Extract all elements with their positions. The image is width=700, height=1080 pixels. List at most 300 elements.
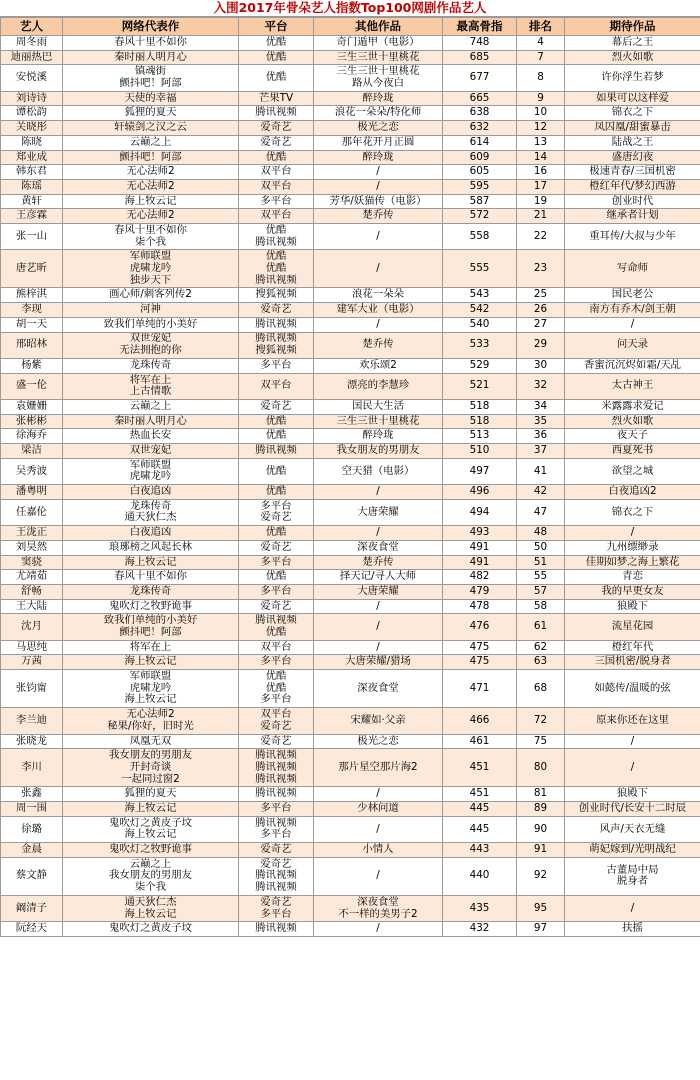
platform-cell-line: 多平台 <box>260 584 292 597</box>
platform-cell-line: 腾讯视频 <box>255 922 297 935</box>
web-works-cell-line: 军师联盟 <box>129 670 172 683</box>
rank-cell: 23 <box>517 250 565 288</box>
rank-cell: 27 <box>517 317 565 332</box>
header-web-works: 网络代表作 <box>63 18 239 36</box>
other-works-cell-line: 漂亮的李慧珍 <box>346 379 410 392</box>
web-works-cell <box>63 444 239 459</box>
expected-works-cell-line: 西夏死书 <box>611 444 654 457</box>
expected-works-cell <box>565 749 700 787</box>
other-works-cell <box>314 614 443 640</box>
web-works-cell <box>63 555 239 570</box>
table-row <box>1 485 700 500</box>
rank-cell: 16 <box>517 165 565 180</box>
artist-table <box>0 17 700 937</box>
web-works-cell <box>63 895 239 921</box>
platform-cell <box>239 223 314 249</box>
table-row <box>1 816 700 842</box>
other-works-cell-line: / <box>376 485 380 498</box>
platform-cell <box>239 640 314 655</box>
rank-cell: 10 <box>517 106 565 121</box>
table-row <box>1 895 700 921</box>
table-row <box>1 444 700 459</box>
rank-cell: 55 <box>517 570 565 585</box>
rank-cell: 81 <box>517 787 565 802</box>
web-works-cell-line: 致我们单纯的小美好 <box>103 317 198 330</box>
other-works-cell <box>314 670 443 708</box>
artist-cell: 谭松韵 <box>1 106 63 121</box>
web-works-cell <box>63 106 239 121</box>
expected-works-cell <box>565 50 700 65</box>
other-works-cell-line: 择天记/寻人大师 <box>339 570 417 583</box>
other-works-cell-line: 奇门遁甲（电影） <box>336 35 420 48</box>
web-works-cell-line: 上古情歌 <box>129 385 172 398</box>
other-works-cell <box>314 570 443 585</box>
expected-works-cell-line: 狼殿下 <box>616 787 649 800</box>
web-works-cell-line: 海上牧云记 <box>124 194 177 207</box>
other-works-cell-line: 路从今夜白 <box>352 77 404 90</box>
max-score-cell: 513 <box>443 429 517 444</box>
max-score-cell: 451 <box>443 749 517 787</box>
artist-cell: 王彦霖 <box>1 209 63 224</box>
platform-cell <box>239 614 314 640</box>
max-score-cell: 443 <box>443 843 517 858</box>
expected-works-cell-line: 写命师 <box>616 262 649 275</box>
platform-cell <box>239 655 314 670</box>
max-score-cell: 542 <box>443 303 517 318</box>
table-row <box>1 614 700 640</box>
artist-cell: 沈月 <box>1 614 63 640</box>
table-row <box>1 373 700 399</box>
expected-works-cell <box>565 36 700 51</box>
platform-cell-line: 爱奇艺 <box>260 857 292 870</box>
max-score-cell: 478 <box>443 599 517 614</box>
platform-cell <box>239 65 314 91</box>
other-works-cell-line: 楚乔传 <box>362 209 394 222</box>
other-works-cell-line: / <box>376 922 380 935</box>
table-row <box>1 555 700 570</box>
table-row <box>1 50 700 65</box>
expected-works-cell-line: 佳期如梦之海上繁花 <box>585 555 680 568</box>
header-rank: 排名 <box>517 18 565 36</box>
platform-cell-line: 多平台 <box>260 693 292 706</box>
platform-cell-line: 双平台 <box>260 165 292 178</box>
web-works-cell <box>63 485 239 500</box>
other-works-cell <box>314 458 443 484</box>
web-works-cell-line: 军师联盟 <box>129 250 172 263</box>
table-row <box>1 802 700 817</box>
platform-cell <box>239 708 314 734</box>
table-row <box>1 734 700 749</box>
platform-cell <box>239 414 314 429</box>
table-row <box>1 857 700 895</box>
platform-cell-line: 腾讯视频 <box>255 749 297 762</box>
max-score-cell: 482 <box>443 570 517 585</box>
platform-cell <box>239 895 314 921</box>
platform-cell <box>239 121 314 136</box>
platform-cell <box>239 194 314 209</box>
web-works-cell-line: 海上牧云记 <box>124 693 177 706</box>
other-works-cell-line: / <box>376 317 380 330</box>
platform-cell-line: 爱奇艺 <box>260 399 292 412</box>
max-score-cell: 491 <box>443 555 517 570</box>
web-works-cell <box>63 65 239 91</box>
max-score-cell: 748 <box>443 36 517 51</box>
web-works-cell-line: 鬼吹灯之黄皮子坟 <box>108 922 193 935</box>
platform-cell-line: 双平台 <box>260 179 292 192</box>
platform-cell-line: 优酷 <box>265 262 287 275</box>
rank-cell: 50 <box>517 540 565 555</box>
platform-cell-line: 优酷 <box>265 464 287 477</box>
expected-works-cell-line: 九州缥缈录 <box>606 540 659 553</box>
expected-works-cell <box>565 787 700 802</box>
platform-cell-line: 优酷 <box>265 670 287 683</box>
other-works-cell <box>314 485 443 500</box>
expected-works-cell-line: / <box>630 901 635 914</box>
table-row <box>1 209 700 224</box>
table-row <box>1 655 700 670</box>
web-works-cell <box>63 414 239 429</box>
web-works-cell <box>63 670 239 708</box>
web-works-cell-line: 云巅之上 <box>129 135 172 148</box>
other-works-cell <box>314 749 443 787</box>
rank-cell: 34 <box>517 399 565 414</box>
web-works-cell <box>63 250 239 288</box>
other-works-cell-line: 建军大业（电影） <box>336 303 420 316</box>
expected-works-cell-line: 国民老公 <box>611 288 654 301</box>
platform-cell-line: 爱奇艺 <box>260 540 292 553</box>
expected-works-cell-line: 香蜜沉沉烬如霜/天乩 <box>583 358 681 371</box>
expected-works-cell-line: 夜天子 <box>616 429 649 442</box>
max-score-cell: 632 <box>443 121 517 136</box>
header-other-works: 其他作品 <box>314 18 443 36</box>
web-works-cell <box>63 570 239 585</box>
expected-works-cell-line: 重耳传/大叔与少年 <box>589 229 676 242</box>
expected-works-cell <box>565 458 700 484</box>
table-row <box>1 150 700 165</box>
platform-cell <box>239 150 314 165</box>
max-score-cell: 493 <box>443 526 517 541</box>
expected-works-cell-line: 我的早更女友 <box>601 584 664 597</box>
other-works-cell-line: / <box>376 640 380 653</box>
platform-cell <box>239 570 314 585</box>
platform-cell-line: 爱奇艺 <box>260 895 292 908</box>
other-works-cell <box>314 843 443 858</box>
web-works-cell-line: 秦时丽人明月心 <box>114 414 187 427</box>
expected-works-cell <box>565 584 700 599</box>
platform-cell-line: 多平台 <box>260 555 292 568</box>
platform-cell <box>239 458 314 484</box>
web-works-cell <box>63 802 239 817</box>
platform-cell-line: 腾讯视频 <box>255 787 297 800</box>
other-works-cell <box>314 179 443 194</box>
artist-cell: 韩东君 <box>1 165 63 180</box>
expected-works-cell-line: 继承者计划 <box>606 209 659 222</box>
artist-cell: 张晓龙 <box>1 734 63 749</box>
rank-cell: 22 <box>517 223 565 249</box>
max-score-cell: 471 <box>443 670 517 708</box>
platform-cell <box>239 526 314 541</box>
max-score-cell: 677 <box>443 65 517 91</box>
platform-cell <box>239 179 314 194</box>
expected-works-cell <box>565 895 700 921</box>
max-score-cell: 518 <box>443 399 517 414</box>
expected-works-cell-line: 陆战之王 <box>611 135 654 148</box>
expected-works-cell-line: 脱身者 <box>616 875 649 888</box>
platform-cell <box>239 288 314 303</box>
header-artist: 艺人 <box>1 18 63 36</box>
platform-cell <box>239 485 314 500</box>
platform-cell-line: 双平台 <box>260 209 292 222</box>
artist-cell: 金晨 <box>1 843 63 858</box>
platform-cell <box>239 317 314 332</box>
other-works-cell-line: 宋耀如·父亲 <box>350 714 406 727</box>
artist-cell: 盛一伦 <box>1 373 63 399</box>
rank-cell: 47 <box>517 499 565 525</box>
other-works-cell <box>314 640 443 655</box>
table-row <box>1 458 700 484</box>
web-works-cell <box>63 734 239 749</box>
rank-cell: 95 <box>517 895 565 921</box>
other-works-cell <box>314 135 443 150</box>
expected-works-cell-line: 流星花园 <box>611 620 654 633</box>
rank-cell: 75 <box>517 734 565 749</box>
other-works-cell <box>314 655 443 670</box>
platform-cell-line: 优酷 <box>265 570 287 583</box>
platform-cell-line: 腾讯视频 <box>255 816 297 829</box>
max-score-cell: 558 <box>443 223 517 249</box>
expected-works-cell-line: 凤囚凰/甜蜜暴击 <box>594 121 671 134</box>
expected-works-cell-line: 创业时代 <box>611 194 654 207</box>
web-works-cell-line: 军师联盟 <box>129 458 172 471</box>
table-row <box>1 250 700 288</box>
web-works-cell <box>63 584 239 599</box>
platform-cell-line: 优酷 <box>265 429 287 442</box>
rank-cell: 35 <box>517 414 565 429</box>
platform-cell-line: 优酷 <box>265 35 287 48</box>
rank-cell: 72 <box>517 708 565 734</box>
max-score-cell: 529 <box>443 358 517 373</box>
artist-cell: 周冬雨 <box>1 36 63 51</box>
table-row <box>1 332 700 358</box>
platform-cell <box>239 749 314 787</box>
table-row <box>1 91 700 106</box>
web-works-cell-line: 无心法师2 <box>126 165 175 178</box>
other-works-cell <box>314 288 443 303</box>
other-works-cell <box>314 165 443 180</box>
platform-cell-line: 多平台 <box>260 194 292 207</box>
max-score-cell: 475 <box>443 640 517 655</box>
other-works-cell-line: 楚乔传 <box>362 338 394 351</box>
other-works-cell <box>314 444 443 459</box>
table-row <box>1 317 700 332</box>
artist-cell: 徐海乔 <box>1 429 63 444</box>
web-works-cell-line: 柒个我 <box>134 235 167 248</box>
web-works-cell-line: 海上牧云记 <box>124 802 177 815</box>
web-works-cell-line: 春风十里不如你 <box>114 570 187 583</box>
platform-cell-line: 优酷 <box>265 526 287 539</box>
max-score-cell: 543 <box>443 288 517 303</box>
platform-cell-line: 优酷 <box>265 223 287 236</box>
web-works-cell <box>63 121 239 136</box>
other-works-cell-line: 极光之恋 <box>357 734 399 747</box>
rank-cell: 41 <box>517 458 565 484</box>
table-row <box>1 570 700 585</box>
web-works-cell-line: 秘果/你好，旧时光 <box>107 719 194 732</box>
table-row <box>1 358 700 373</box>
platform-cell-line: 优酷 <box>265 681 287 694</box>
web-works-cell-line: 镇魂街 <box>134 65 167 78</box>
max-score-cell: 540 <box>443 317 517 332</box>
artist-cell: 马思纯 <box>1 640 63 655</box>
max-score-cell: 466 <box>443 708 517 734</box>
table-row <box>1 749 700 787</box>
platform-cell-line: 优酷 <box>265 626 287 638</box>
artist-cell: 张一山 <box>1 223 63 249</box>
artist-cell: 关晓彤 <box>1 121 63 136</box>
expected-works-cell-line: 烈火如歌 <box>611 50 654 63</box>
artist-cell: 徐璐 <box>1 816 63 842</box>
rank-cell: 61 <box>517 614 565 640</box>
rank-cell: 63 <box>517 655 565 670</box>
web-works-cell-line: 龙珠传奇 <box>129 499 172 512</box>
other-works-cell <box>314 526 443 541</box>
expected-works-cell <box>565 655 700 670</box>
artist-cell: 周一围 <box>1 802 63 817</box>
web-works-cell <box>63 135 239 150</box>
other-works-cell <box>314 303 443 318</box>
web-works-cell-line: 虎啸龙吟 <box>129 681 172 694</box>
web-works-cell-line: 轩辕剑之汉之云 <box>114 121 187 134</box>
platform-cell-line: 芒果TV <box>258 91 294 104</box>
web-works-cell-line: 秦时丽人明月心 <box>114 50 187 63</box>
table-row <box>1 499 700 525</box>
other-works-cell <box>314 922 443 937</box>
rank-cell: 92 <box>517 857 565 895</box>
expected-works-cell <box>565 640 700 655</box>
other-works-cell-line: 醉玲珑 <box>362 150 394 163</box>
web-works-cell <box>63 165 239 180</box>
platform-cell-line: 爱奇艺 <box>260 511 292 524</box>
web-works-cell-line: 将军在上 <box>129 640 172 653</box>
max-score-cell: 451 <box>443 787 517 802</box>
rank-cell: 90 <box>517 816 565 842</box>
table-row <box>1 65 700 91</box>
expected-works-cell-line: 幕后之王 <box>611 35 654 48</box>
web-works-cell-line: 双世宠妃 <box>129 444 172 457</box>
web-works-cell-line: 白夜追凶 <box>129 485 172 498</box>
web-works-cell-line: 无心法师2 <box>126 179 175 192</box>
table-row <box>1 223 700 249</box>
platform-cell <box>239 373 314 399</box>
rank-cell: 91 <box>517 843 565 858</box>
table-row <box>1 670 700 708</box>
max-score-cell: 572 <box>443 209 517 224</box>
web-works-cell-line: 凤凰无双 <box>129 734 172 747</box>
other-works-cell <box>314 599 443 614</box>
other-works-cell-line: 少林问道 <box>357 802 399 815</box>
artist-cell: 李现 <box>1 303 63 318</box>
header-max-score: 最高骨指 <box>443 18 517 36</box>
other-works-cell-line: 醉玲珑 <box>362 429 394 442</box>
other-works-cell <box>314 150 443 165</box>
web-works-cell-line: 开封奇谈 <box>129 760 172 773</box>
rank-cell: 36 <box>517 429 565 444</box>
web-works-cell-line: 独步天下 <box>129 273 172 286</box>
expected-works-cell-line: 锦衣之下 <box>611 505 654 518</box>
max-score-cell: 685 <box>443 50 517 65</box>
expected-works-cell-line: 萌妃嫁到/光明战纪 <box>589 843 676 856</box>
rank-cell: 19 <box>517 194 565 209</box>
expected-works-cell <box>565 540 700 555</box>
expected-works-cell <box>565 555 700 570</box>
web-works-cell-line: 云巅之上 <box>129 399 172 412</box>
platform-cell <box>239 540 314 555</box>
web-works-cell <box>63 922 239 937</box>
other-works-cell <box>314 223 443 249</box>
web-works-cell <box>63 150 239 165</box>
expected-works-cell-line: 青恋 <box>622 570 643 583</box>
platform-cell <box>239 36 314 51</box>
expected-works-cell-line: 欲望之城 <box>611 464 654 477</box>
platform-cell <box>239 358 314 373</box>
expected-works-cell-line: 如果可以这样爱 <box>596 91 669 104</box>
table-row <box>1 540 700 555</box>
web-works-cell-line: 狐狸的夏天 <box>124 106 177 119</box>
max-score-cell: 494 <box>443 499 517 525</box>
expected-works-cell-line: / <box>630 317 635 330</box>
expected-works-cell <box>565 303 700 318</box>
other-works-cell-line: / <box>376 262 380 275</box>
platform-cell-line: 爱奇艺 <box>260 121 292 134</box>
web-works-cell <box>63 373 239 399</box>
web-works-cell <box>63 857 239 895</box>
web-works-cell <box>63 179 239 194</box>
platform-cell-line: 腾讯视频 <box>255 869 297 882</box>
web-works-cell-line: 海上牧云记 <box>124 907 177 920</box>
max-score-cell: 440 <box>443 857 517 895</box>
other-works-cell <box>314 65 443 91</box>
rank-cell: 32 <box>517 373 565 399</box>
web-works-cell <box>63 540 239 555</box>
web-works-cell <box>63 614 239 640</box>
other-works-cell-line: 那片星空那片海2 <box>338 760 418 773</box>
web-works-cell-line: 天使的幸福 <box>124 91 177 104</box>
expected-works-cell <box>565 165 700 180</box>
platform-cell-line: 腾讯视频 <box>255 444 297 457</box>
web-works-cell <box>63 499 239 525</box>
other-works-cell-line: 国民大生活 <box>352 399 404 412</box>
expected-works-cell <box>565 708 700 734</box>
web-works-cell-line: 柒个我 <box>134 881 167 894</box>
table-row <box>1 106 700 121</box>
other-works-cell <box>314 787 443 802</box>
expected-works-cell-line: 如懿传/温暖的弦 <box>594 681 671 694</box>
rank-cell: 42 <box>517 485 565 500</box>
web-works-cell <box>63 458 239 484</box>
max-score-cell: 475 <box>443 655 517 670</box>
web-works-cell <box>63 787 239 802</box>
web-works-cell-line: 春风十里不如你 <box>114 223 187 236</box>
platform-cell-line: 搜狐视频 <box>255 344 297 357</box>
web-works-cell-line: 通天狄仁杰 <box>124 511 177 524</box>
other-works-cell-line: 欢乐颂2 <box>359 358 397 371</box>
rank-cell: 57 <box>517 584 565 599</box>
max-score-cell: 533 <box>443 332 517 358</box>
web-works-cell-line: 虎啸龙吟 <box>129 470 172 483</box>
web-works-cell-line: 鬼吹灯之黄皮子坟 <box>108 816 193 829</box>
other-works-cell <box>314 106 443 121</box>
artist-cell: 李兰迪 <box>1 708 63 734</box>
